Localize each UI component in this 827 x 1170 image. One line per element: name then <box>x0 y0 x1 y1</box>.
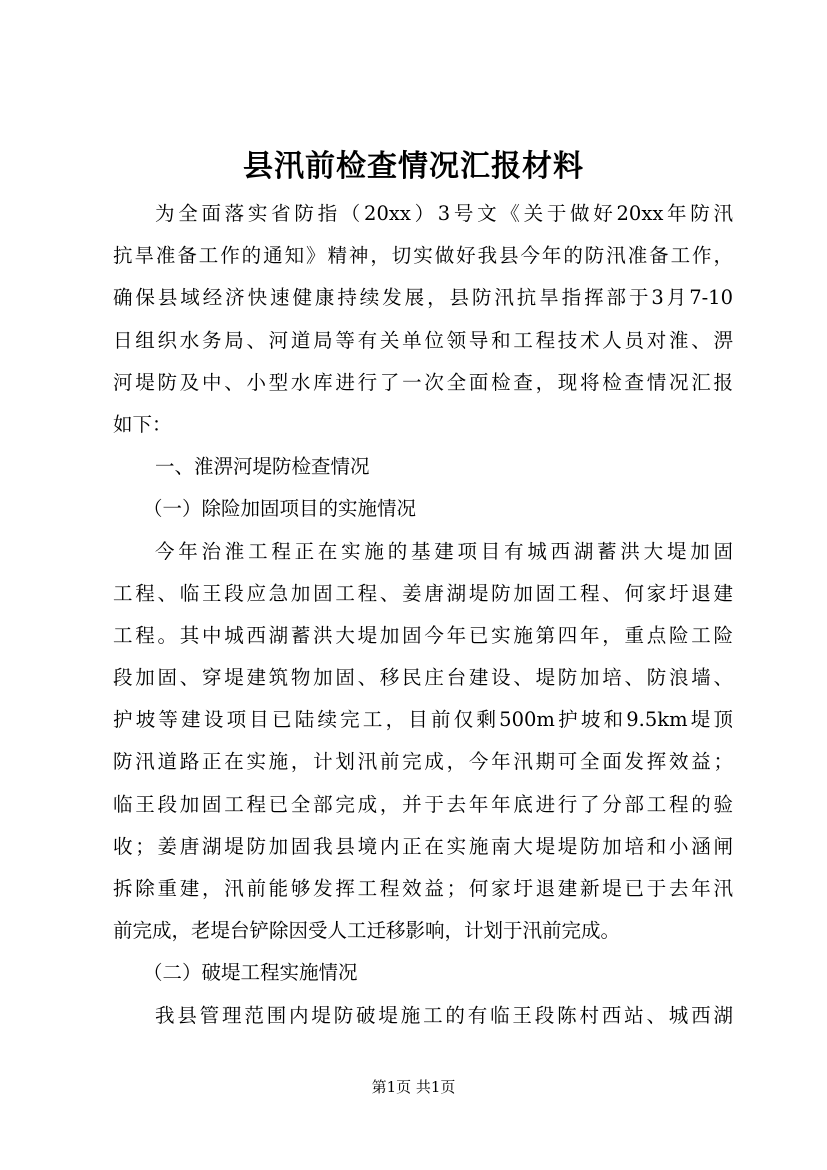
paragraph-line: 抗旱准备工作的通知》精神，切实做好我县今年的防汛准备工作， <box>113 244 733 268</box>
paragraph-line: 如下： <box>113 412 172 436</box>
paragraph-line: 工程。其中城西湖蓄洪大堤加固今年已实施第四年，重点险工险 <box>113 623 733 647</box>
paragraph-line: 防汛道路正在实施，计划汛前完成，今年汛期可全面发挥效益； <box>113 750 733 774</box>
paragraph-line: 拆除重建，汛前能够发挥工程效益；何家圩退建新堤已于去年汛 <box>113 877 733 900</box>
subsection-heading: （二）破堤工程实施情况 <box>143 961 358 985</box>
section-heading: 一、淮淠河堤防检查情况 <box>155 455 370 479</box>
paragraph-line: 收；姜唐湖堤防加固我县境内正在实施南大堤堤防加培和小涵闸 <box>113 834 733 858</box>
page-number-footer: 第1页 共1页 <box>371 1078 456 1096</box>
paragraph-line: 河堤防及中、小型水库进行了一次全面检查，现将检查情况汇报 <box>113 370 733 394</box>
subsection-heading: （一）除险加固项目的实施情况 <box>143 497 417 521</box>
document-body <box>113 193 733 1037</box>
document-title: 县汛前检查情况汇报材料 <box>243 149 584 184</box>
paragraph-line: 工程、临王段应急加固工程、姜唐湖堤防加固工程、何家圩退建 <box>113 581 733 605</box>
paragraph-line: 为全面落实省防指（20xx）3号文《关于做好20xx年防汛 <box>155 202 733 225</box>
paragraph-line: 段加固、穿堤建筑物加固、移民庄台建设、堤防加培、防浪墙、 <box>113 666 733 690</box>
paragraph-line: 临王段加固工程已全部完成，并于去年年底进行了分部工程的验 <box>113 792 733 816</box>
paragraph-line: 日组织水务局、河道局等有关单位领导和工程技术人员对淮、淠 <box>113 328 733 352</box>
paragraph-line: 今年治淮工程正在实施的基建项目有城西湖蓄洪大堤加固 <box>155 539 733 563</box>
paragraph-line: 护坡等建设项目已陆续完工，目前仅剩500m护坡和9.5km堤顶 <box>113 708 733 732</box>
paragraph-line: 我县管理范围内堤防破堤施工的有临王段陈村西站、城西湖 <box>155 1003 733 1027</box>
paragraph-line: 确保县域经济快速健康持续发展，县防汛抗旱指挥部于3月7-10 <box>113 286 733 310</box>
paragraph-line: 前完成，老堤台铲除因受人工迁移影响，计划于汛前完成。 <box>113 919 621 943</box>
